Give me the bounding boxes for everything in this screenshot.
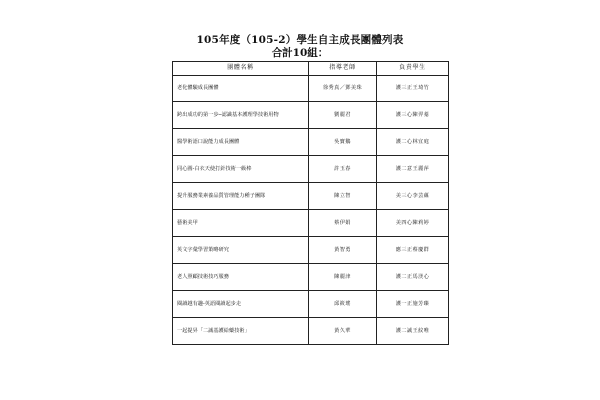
group-name-cell: 一起提昇「二誠基護給藥技術」 <box>173 318 309 345</box>
group-name-cell: 英文字彙學習策略研究 <box>173 237 309 264</box>
table-row <box>173 183 449 210</box>
group-name-cell: 同心圓-白衣天使打針技術一級棒 <box>173 156 309 183</box>
teacher-cell: 黃久華 <box>309 318 377 345</box>
table-row <box>173 156 449 183</box>
student-cell: 護一正施芳臻 <box>377 291 449 318</box>
teacher-cell: 吳寶鵝 <box>309 129 377 156</box>
group-name-cell: 跨出成功的第一步─認識基本護理學技術用物 <box>173 102 309 129</box>
teacher-cell: 邱筱瑤 <box>309 291 377 318</box>
table-row <box>173 210 449 237</box>
table-row <box>173 318 449 345</box>
document-title: 105年度（105-2）學生自主成長團體列表 <box>196 34 404 46</box>
student-cell: 美三心李芸蘊 <box>377 183 449 210</box>
group-name-cell: 老化體驗成長團體 <box>173 76 309 102</box>
group-name-cell: 提升服務業素養品質管理能力種子團隊 <box>173 183 309 210</box>
groups-table <box>172 61 449 345</box>
student-cell: 護三正王琦竹 <box>377 76 449 102</box>
header-student: 負責學生 <box>377 62 449 76</box>
table-row <box>173 76 449 102</box>
group-name-cell: 閱讀越有趣-英語閱讀起步走 <box>173 291 309 318</box>
student-cell: 美四心陳莉婷 <box>377 210 449 237</box>
teacher-cell: 徐秀真／鄧美珠 <box>309 76 377 102</box>
header-teacher: 指導老師 <box>309 62 377 76</box>
table-row <box>173 264 449 291</box>
group-total: 合計10組： <box>271 47 329 59</box>
table-row <box>173 102 449 129</box>
teacher-cell: 蔡伊娟 <box>309 210 377 237</box>
student-cell: 應三正蔡慶群 <box>377 237 449 264</box>
student-cell: 護二意王麗萍 <box>377 156 449 183</box>
group-name-cell: 老人照顧技術技巧服務 <box>173 264 309 291</box>
table-row <box>173 237 449 264</box>
student-cell: 護三心陳羿蓁 <box>377 102 449 129</box>
teacher-cell: 陳麗津 <box>309 264 377 291</box>
table-row <box>173 291 449 318</box>
teacher-cell: 陳立智 <box>309 183 377 210</box>
student-cell: 護二誠王紋唯 <box>377 318 449 345</box>
group-name-cell: 藝術美甲 <box>173 210 309 237</box>
group-name-cell: 醫學術語口說能力成長團體 <box>173 129 309 156</box>
student-cell: 護二正馬渼心 <box>377 264 449 291</box>
table-header-row <box>173 62 449 76</box>
teacher-cell: 許玉春 <box>309 156 377 183</box>
teacher-cell: 黃智勇 <box>309 237 377 264</box>
header-group-name: 團體名稱 <box>173 62 309 76</box>
table-row <box>173 129 449 156</box>
student-cell: 護二心林宜庭 <box>377 129 449 156</box>
teacher-cell: 劉麗君 <box>309 102 377 129</box>
